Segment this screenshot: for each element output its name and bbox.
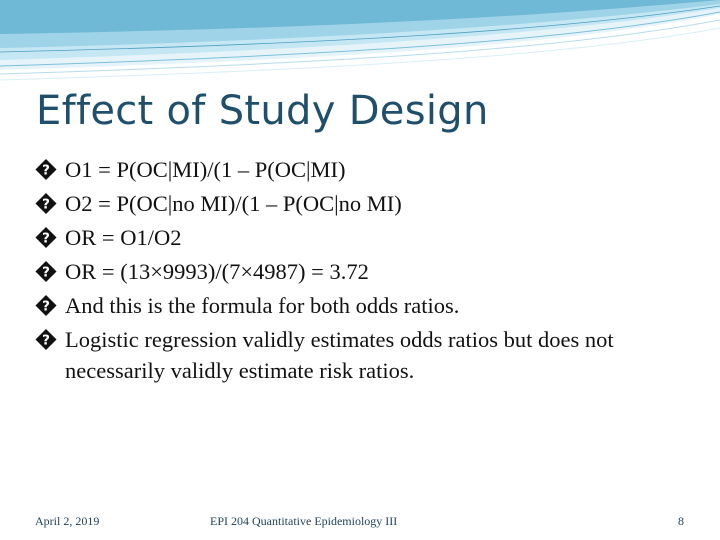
bullet-item xyxy=(34,188,684,219)
header-wave-decoration xyxy=(0,0,720,90)
slide-title: Effect of Study Design xyxy=(36,88,489,134)
page-number: 8 xyxy=(678,514,684,528)
footer-date: April 2, 2019 xyxy=(35,514,100,528)
svg-text:?: ? xyxy=(42,299,50,315)
replacement-character-icon xyxy=(34,294,58,317)
replacement-character-icon xyxy=(34,226,58,249)
bullet-text: O2 = P(OC|no MI)/(1 – P(OC|no MI) xyxy=(65,191,402,216)
bullet-text: OR = (13×9993)/(7×4987) = 3.72 xyxy=(65,259,369,284)
svg-text:?: ? xyxy=(42,265,50,281)
svg-text:?: ? xyxy=(42,163,50,179)
replacement-character-icon xyxy=(34,192,58,215)
bullet-text: OR = O1/O2 xyxy=(65,225,182,250)
bullet-list xyxy=(34,154,684,389)
svg-text:?: ? xyxy=(42,333,50,349)
bullet-item xyxy=(34,290,684,321)
replacement-character-icon xyxy=(34,158,58,181)
svg-text:?: ? xyxy=(42,197,50,213)
svg-text:?: ? xyxy=(42,231,50,247)
footer-course-title: EPI 204 Quantitative Epidemiology III xyxy=(210,514,398,528)
replacement-character-icon xyxy=(34,260,58,283)
bullet-item xyxy=(34,256,684,287)
bullet-item xyxy=(34,222,684,253)
replacement-character-icon xyxy=(34,328,58,351)
bullet-item xyxy=(34,154,684,185)
bullet-item xyxy=(34,324,684,386)
bullet-text: Logistic regression validly estimates odds ratios but does not necessarily validly estimate risk ratios. xyxy=(65,327,614,383)
bullet-text: And this is the formula for both odds ratios. xyxy=(65,293,460,318)
bullet-text: O1 = P(OC|MI)/(1 – P(OC|MI) xyxy=(65,157,346,182)
